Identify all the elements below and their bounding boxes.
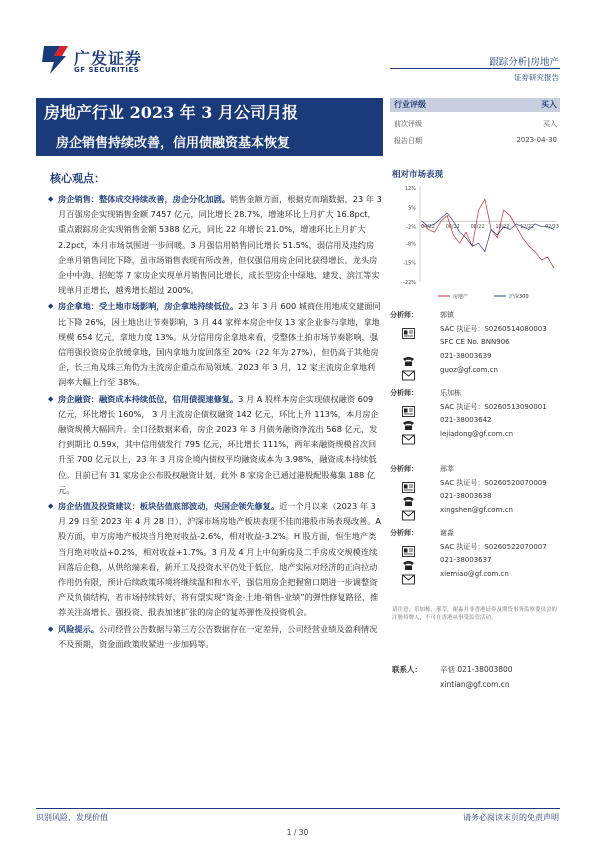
phone-icon <box>402 416 415 427</box>
analyst-sac: SAC 执证号：S0260514080003 <box>440 325 547 333</box>
paragraph-land <box>48 299 382 390</box>
phone-icon <box>402 352 415 363</box>
gf-logo-icon <box>40 44 70 76</box>
paragraph-valuation <box>48 499 382 621</box>
paragraph-risk <box>48 622 382 652</box>
rating-label: 行业评级 <box>394 100 426 109</box>
paragraph-body: 公司经营公告数据与第三方公告数据存在一定差异，公司经营业绩及盈利情况不及预期，资金面政策收紧进一步加码等。 <box>58 623 378 649</box>
paragraph-heading: 房企拿地：受土地市场影响，房企拿地持续低位。 <box>58 301 239 312</box>
analyst-name: 邢莘 <box>440 465 454 473</box>
analyst-email[interactable]: lejiadong@gf.com.cn <box>440 430 514 438</box>
email-icon <box>402 366 415 377</box>
y-tick-label: 5% <box>408 205 416 212</box>
analyst-label: 分析师： <box>390 311 418 319</box>
analyst-sac: SAC 执证号：S0260522070007 <box>440 543 547 551</box>
bullet-icon: ◆ <box>48 394 54 403</box>
x-tick-label: 08/22 <box>470 225 485 231</box>
x-tick-label: 04/22 <box>421 225 435 231</box>
relative-performance-chart <box>390 182 560 308</box>
phone-icon <box>402 556 415 567</box>
brand-logo <box>40 44 155 80</box>
analyst-name: 谢淼 <box>440 529 454 537</box>
legend-label: 沪深300 <box>509 294 529 300</box>
x-tick-label: 06/22 <box>445 225 460 231</box>
analyst-label: 分析师： <box>390 465 418 473</box>
report-title: 房地产行业 2023 年 3 月公司月报 <box>44 103 298 122</box>
paragraph-financing <box>48 392 382 498</box>
report-date-value: 2023-04-30 <box>516 136 557 144</box>
y-tick-label: -2% <box>406 224 416 231</box>
bullet-icon: ◆ <box>48 302 54 311</box>
prev-rating-value: 买入 <box>543 120 557 128</box>
rating-value: 买入 <box>541 100 557 109</box>
brand-name-en: GF SECURITIES <box>74 66 140 74</box>
email-icon <box>402 570 415 581</box>
paragraph-body: 销售金额方面，根据克而瑞数据，23 年 3 月百强房企实现销售金额 7457 亿元，同比增长 28.7%，增速环比上月扩大 16.8pct，重点跟踪房企实现销售金额 5388 亿元，同比 22 年增长 21.0%，增速环比上月扩大 2.2pct，本月市场氛围进一步回暖。3 月强信用销售同比增长 51.5%，弱信用及违约房企单月销售同比下降，虽市场销售表现有所改善，但仅强信用房企同比获得增长。龙头房企中中海、招蛇等 7 家房企实现单月销售同比增长，成长型房企中绿地、建发、滨江等实现单月正增长，越秀增长超过 200%。 <box>58 194 382 296</box>
id-card-icon <box>402 478 415 489</box>
email-icon <box>402 506 415 517</box>
analyst-name: 乐加栋 <box>440 389 461 397</box>
legend-label: 房地产 <box>453 294 469 300</box>
paragraph-heading: 房企估值及投资建议：板块估值底部波动，央国企领先修复。 <box>58 501 280 512</box>
contact-name: 辛恬 021-38003800 <box>440 665 513 674</box>
analyst-label: 分析师： <box>390 529 418 537</box>
x-tick-label: 10/22 <box>495 225 510 231</box>
analyst-email[interactable]: xiemiao@gf.com.cn <box>440 570 509 578</box>
core-views-body <box>48 192 382 652</box>
analyst-phone: 021-38003639 <box>440 352 492 360</box>
report-category: 证券研究报告 <box>514 73 559 82</box>
y-tick-label: -22% <box>403 280 416 286</box>
header-divider <box>390 68 560 69</box>
page-number: 1 / 30 <box>286 828 309 837</box>
x-tick-label: 12/22 <box>520 225 535 231</box>
report-date-label: 报告日期 <box>394 137 422 145</box>
report-subtitle: 房企销售持续改善，信用债融资基本恢复 <box>56 136 291 151</box>
paragraph-sales <box>48 192 382 298</box>
core-views-title: 核心观点： <box>50 172 105 185</box>
paragraph-heading: 房企销售：整体成交持续改善，房企分化加剧。 <box>58 194 230 204</box>
analyst-phone: 021-38003638 <box>440 492 492 500</box>
id-card-icon <box>402 542 415 553</box>
contact-label: 联系人： <box>392 665 422 674</box>
analyst-phone: 021-38003637 <box>440 556 492 564</box>
y-tick-label: -15% <box>403 260 416 267</box>
analyst-name: 郭镇 <box>440 311 454 319</box>
analyst-email[interactable]: guoz@gf.com.cn <box>440 366 498 374</box>
analyst-sac: SAC 执证号：S0260520070009 <box>440 479 547 487</box>
bullet-icon: ◆ <box>48 624 54 633</box>
paragraph-body: 近一个月以来（2023 年 3 月 29 日至 2023 年 4 月 28 日），沪深市场房地产板块表现不佳而港股市场表现改善。A 股方面，申万房地产板块当月绝对收益-2.6%，相对收益-3.2%。H 股方面，恒生地产类当月绝对收益+0.2%，相对收益+1.7%。3 月及 4 月上中旬新房及二手房成交规模连续回落后企稳，从供给端来看，新开工及投资水平仍处于低位，地产实际对经济的正向拉动作用仍有限，预计后续政策环境将继续温和和水平，强信用房企把握窗口期进一步调整资产及负债结构，若市场持续转好，将有望实现“资金-土地-销售-业绩”的弹性修复路径，推荐关注高增长、强投资、报表加速扩张的房企的复苏弹性及投资机会。 <box>58 501 382 618</box>
bullet-icon: ◆ <box>48 195 54 203</box>
bullet-icon: ◆ <box>48 502 54 511</box>
footer-divider <box>36 808 560 809</box>
analyst-email[interactable]: xingshen@gf.com.cn <box>440 506 513 514</box>
analyst-sac: SAC 执证号：S0260513090001 <box>440 403 547 411</box>
analyst-phone: 021-38003642 <box>440 416 492 424</box>
paragraph-heading: 房企融资：融资成本持续低位，信用债提速修复。 <box>58 393 239 404</box>
analyst-sfc: SFC CE No. BNN906 <box>440 338 510 346</box>
footer-disclaimer: 请务必阅读末页的免责声明 <box>463 813 559 822</box>
phone-icon <box>402 492 415 503</box>
x-tick-label: 02/23 <box>545 225 559 231</box>
report-type: 跟踪分析|房地产 <box>489 57 559 68</box>
paragraph-body: 3 月 A 股样本房企实现债权融资 609 亿元，环比增长 160%， 3 月主流房企债权融资 142 亿元，环比上升 113%，本月房企融资规模大幅回升。全口径数据来看，房企 2023 年 3 月债务融资净流出 568 亿元，发行到期比 0.59x，其中信用债发行 795 亿元，环比增长 111%，两年来融资规模首次回升至 700 亿元以上，23 年 3 月房企境内债权平均融资成本为 3.98%，融资成本持续低位。目前已有 31 家房企公布股权融资计划，此外 8 家房企已通过港股配股募集 188 亿元。 <box>58 393 379 495</box>
email-icon <box>402 430 415 441</box>
y-tick-label: 12% <box>404 186 416 192</box>
id-card-icon <box>402 402 415 413</box>
analyst-note: 请注意，乐加栋，邢莘，谢淼并非香港证券及期货事务监察委员会的注册持牌人，不可在香港从事受监管活动。 <box>392 607 558 621</box>
paragraph-body: 23 年 3 月 600 城商住用地成交建面同比下降 26%，因土地出让节奏影响，3 月 44 家样本房企中仅 13 家企业参与拿地，拿地规模 654 亿元，拿地力度 13%。从分信用房企拿地来看，受整体土拍市场节奏影响，强信用强投资房企放缓拿地，国内拿地力度回落至 20%（22 年为 27%），但仍高于其他房企，长三角及珠三角仍为主流房企重点布局领域。2023 年 3 月，12 家主流房企拿地利润率大幅上行至 38%。 <box>58 301 381 388</box>
footer-slogan: 识别风险，发现价值 <box>36 813 108 822</box>
prev-rating-label: 前次评级 <box>394 120 422 128</box>
id-card-icon <box>402 324 415 335</box>
contact-email[interactable]: xintian@gf.com.cn <box>440 680 510 689</box>
y-tick-label: -8% <box>406 241 416 248</box>
chart-title: 相对市场表现 <box>392 170 444 180</box>
paragraph-heading: 风险提示。 <box>58 623 99 634</box>
analyst-label: 分析师： <box>390 389 418 397</box>
series-line <box>422 213 554 252</box>
series-line <box>422 199 554 268</box>
brand-name-cn: 广发证券 <box>74 49 143 68</box>
